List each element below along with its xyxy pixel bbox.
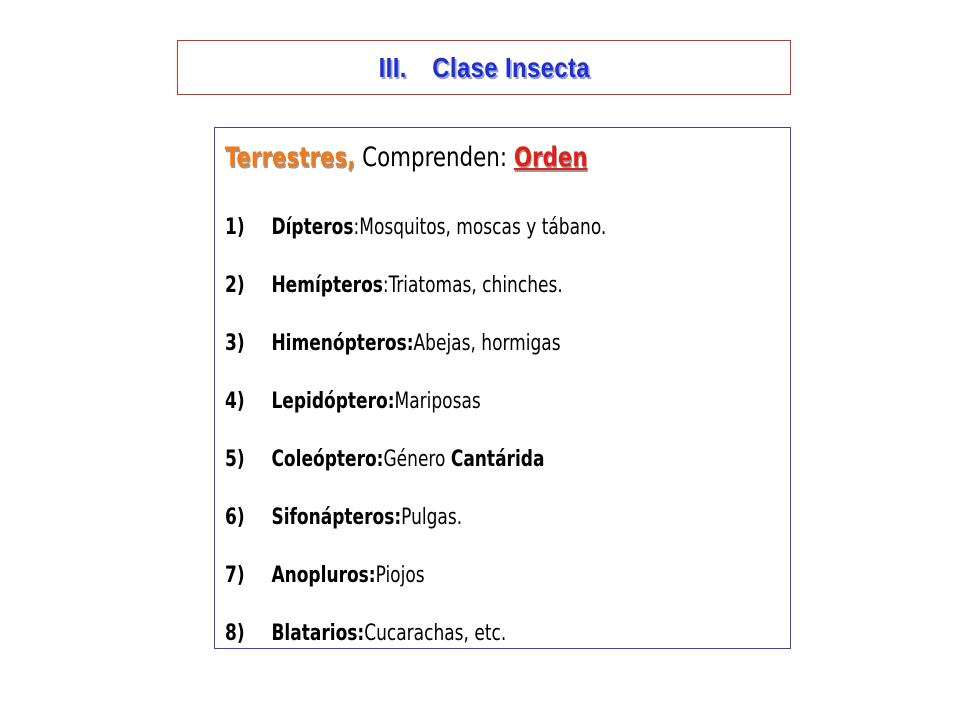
title-number: III. [378, 51, 407, 83]
heading-comprenden: Comprenden: [355, 142, 514, 173]
list-item [225, 372, 606, 430]
item-number: 2) [225, 272, 245, 298]
list-item [225, 314, 606, 372]
list-item [225, 488, 606, 546]
item-term: Blatarios: [271, 620, 365, 646]
item-description: Género [383, 446, 446, 472]
title-box [177, 40, 791, 95]
item-term: Hemípteros [271, 272, 383, 298]
list-item [225, 198, 606, 256]
item-extra: Cantárida [450, 446, 545, 472]
item-number: 1) [225, 214, 245, 240]
item-term: Anopluros: [271, 562, 376, 588]
heading-orden: Orden [513, 142, 588, 173]
item-number: 7) [225, 562, 245, 588]
title-text: Clase Insecta [431, 51, 590, 83]
item-term: Coleóptero: [271, 446, 384, 472]
item-description: Abejas, hormigas [413, 330, 561, 356]
item-description: Cucarachas, etc. [364, 620, 507, 646]
item-term: Dípteros [271, 214, 354, 240]
item-description: Mosquitos, moscas y tábano. [359, 214, 607, 240]
item-description: Triatomas, chinches. [388, 272, 563, 298]
item-separator: : [353, 214, 360, 240]
item-term: Sifonápteros: [271, 504, 402, 530]
item-number: 8) [225, 620, 245, 646]
order-list [225, 198, 668, 662]
item-separator: : [382, 272, 389, 298]
item-number: 6) [225, 504, 245, 530]
slide-title [378, 52, 589, 84]
item-description: Piojos [375, 562, 425, 588]
content-box [214, 127, 791, 649]
list-item [225, 256, 606, 314]
item-number: 4) [225, 388, 245, 414]
list-item [225, 604, 606, 662]
item-description: Mariposas [394, 388, 481, 414]
heading-terrestres: Terrestres, [225, 142, 356, 173]
list-item [225, 430, 606, 488]
item-number: 3) [225, 330, 245, 356]
list-item [225, 546, 606, 604]
item-description: Pulgas. [401, 504, 463, 530]
item-number: 5) [225, 446, 245, 472]
item-term: Himenópteros: [271, 330, 414, 356]
section-heading [225, 142, 588, 173]
item-term: Lepidóptero: [271, 388, 395, 414]
